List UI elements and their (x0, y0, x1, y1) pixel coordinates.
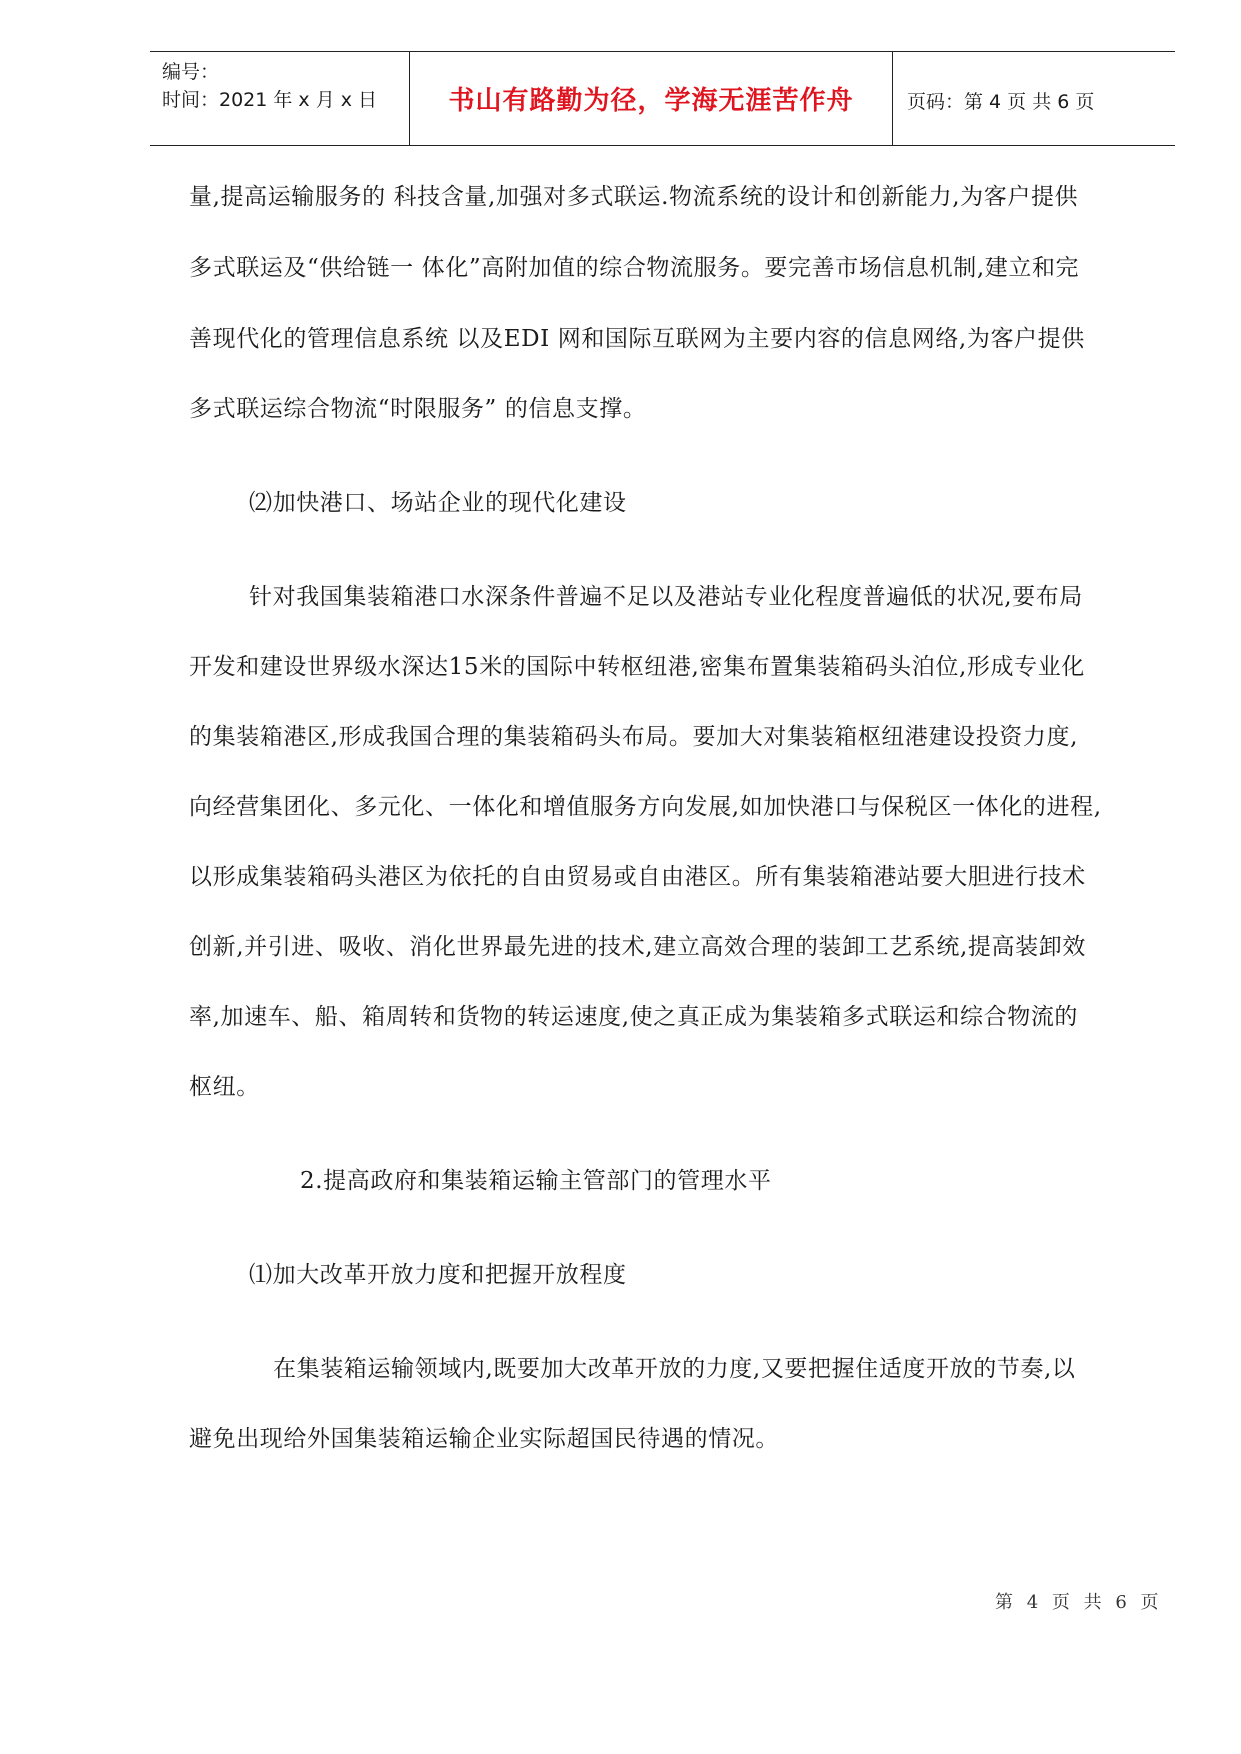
paragraph-line: 避免出现给外国集装箱运输企业实际超国民待遇的情况。 (189, 1426, 779, 1452)
paragraph-line: 枢纽。 (189, 1074, 260, 1100)
paragraph-line: 率,加速车、船、箱周转和货物的转运速度,使之真正成为集装箱多式联运和综合物流的 (189, 1004, 1079, 1030)
section-heading: ⑵加快港口、场站企业的现代化建设 (249, 490, 627, 516)
paragraph-line: 量,提高运输服务的 科技含量,加强对多式联运.物流系统的设计和创新能力,为客户提供 (189, 184, 1079, 210)
motto-text: 书山有路勤为径，学海无涯苦作舟 (448, 86, 854, 116)
paragraph-line: 以形成集装箱码头港区为依托的自由贸易或自由港区。所有集装箱港站要大胆进行技术 (189, 864, 1086, 890)
header-motto-cell (410, 52, 893, 145)
paragraph-line: 善现代化的管理信息系统 以及EDI 网和国际互联网为主要内容的信息网络,为客户提供 (189, 326, 1085, 352)
paragraph-line: 开发和建设世界级水深达15米的国际中转枢纽港,密集布置集装箱码头泊位,形成专业化 (189, 654, 1085, 680)
paragraph-line: 向经营集团化、多元化、一体化和增值服务方向发展,如加快港口与保税区一体化的进程, (189, 794, 1102, 820)
document-date-label: 时间：2021 年 x 月 x 日 (162, 89, 378, 111)
paragraph-line: 多式联运综合物流“时限服务” 的信息支撑。 (189, 396, 647, 422)
section-heading: 2.提高政府和集装箱运输主管部门的管理水平 (300, 1168, 772, 1194)
paragraph-line: 创新,并引进、吸收、消化世界最先进的技术,建立高效合理的装卸工艺系统,提高装卸效 (189, 934, 1086, 960)
paragraph-line: 针对我国集装箱港口水深条件普遍不足以及港站专业化程度普遍低的状况,要布局 (249, 584, 1083, 610)
document-number-label: 编号： (162, 61, 220, 83)
header-info-cell (150, 52, 410, 145)
page-footer-number: 第 4 页 共 6 页 (995, 1592, 1163, 1613)
paragraph-line: 在集装箱运输领域内,既要加大改革开放的力度,又要把握住适度开放的节奏,以 (273, 1356, 1076, 1382)
paragraph-line: 的集装箱港区,形成我国合理的集装箱码头布局。要加大对集装箱枢纽港建设投资力度, (189, 724, 1079, 750)
page-header (150, 51, 1175, 146)
section-heading: ⑴加大改革开放力度和把握开放程度 (249, 1262, 627, 1288)
paragraph-line: 多式联运及“供给链一 体化”高附加值的综合物流服务。要完善市场信息机制,建立和完 (189, 255, 1080, 281)
header-page-number: 页码：第 4 页 共 6 页 (907, 91, 1095, 113)
header-page-cell (893, 52, 1175, 145)
